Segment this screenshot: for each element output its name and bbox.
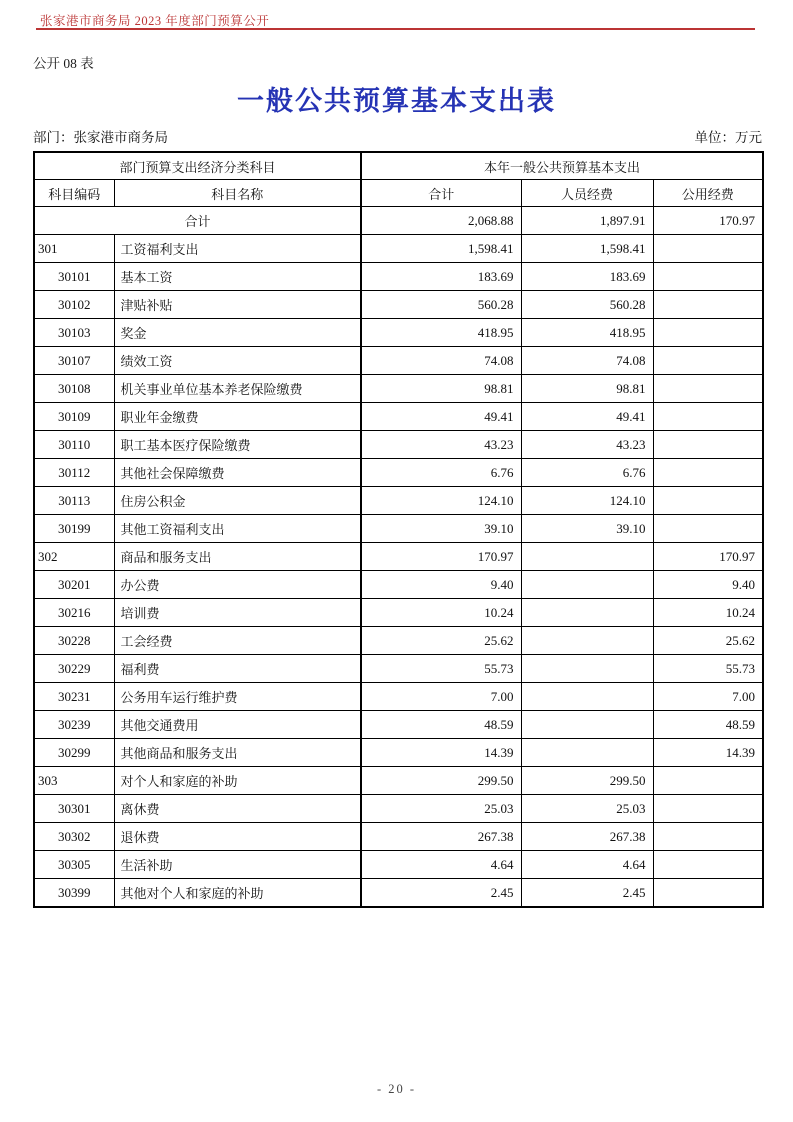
table-row	[34, 347, 763, 375]
table-body	[34, 207, 763, 908]
total-value-cell: 48.59	[361, 711, 521, 739]
personnel-value-cell: 2.45	[521, 879, 653, 908]
subject-name-cell: 生活补助	[114, 851, 361, 879]
subject-code-cell: 30302	[34, 823, 114, 851]
personnel-value-cell: 267.38	[521, 823, 653, 851]
personnel-value-cell	[521, 655, 653, 683]
personnel-value-cell: 183.69	[521, 263, 653, 291]
public-value-cell	[653, 347, 763, 375]
subject-code-cell: 30107	[34, 347, 114, 375]
public-value-cell: 48.59	[653, 711, 763, 739]
table-row	[34, 767, 763, 795]
subject-name-cell: 基本工资	[114, 263, 361, 291]
personnel-value-cell: 98.81	[521, 375, 653, 403]
public-value-cell	[653, 291, 763, 319]
subject-name-cell: 工资福利支出	[114, 235, 361, 263]
subject-code-cell: 302	[34, 543, 114, 571]
table-row	[34, 655, 763, 683]
total-value-cell: 14.39	[361, 739, 521, 767]
personnel-value-cell: 299.50	[521, 767, 653, 795]
subject-name-cell: 其他社会保障缴费	[114, 459, 361, 487]
personnel-value-cell	[521, 543, 653, 571]
subject-code-cell: 30299	[34, 739, 114, 767]
personnel-value-cell: 560.28	[521, 291, 653, 319]
department-label: 部门：张家港市商务局	[33, 130, 168, 145]
total-value-cell: 55.73	[361, 655, 521, 683]
total-value-cell: 4.64	[361, 851, 521, 879]
public-value-cell	[653, 851, 763, 879]
public-value-cell: 9.40	[653, 571, 763, 599]
subject-name-cell: 其他交通费用	[114, 711, 361, 739]
personnel-value-cell: 43.23	[521, 431, 653, 459]
table-row	[34, 571, 763, 599]
subject-name-cell: 培训费	[114, 599, 361, 627]
total-value-cell: 25.62	[361, 627, 521, 655]
table-row	[34, 403, 763, 431]
personnel-value-cell	[521, 627, 653, 655]
table-total-row	[34, 207, 763, 235]
table-row	[34, 823, 763, 851]
public-value-cell: 10.24	[653, 599, 763, 627]
personnel-value-cell: 39.10	[521, 515, 653, 543]
total-value-cell: 6.76	[361, 459, 521, 487]
personnel-value-cell	[521, 599, 653, 627]
table-row	[34, 543, 763, 571]
total-row-personnel-value: 1,897.91	[521, 207, 653, 235]
subject-name-cell: 其他工资福利支出	[114, 515, 361, 543]
personnel-value-cell	[521, 683, 653, 711]
subject-name-cell: 福利费	[114, 655, 361, 683]
public-value-cell	[653, 403, 763, 431]
subject-code-cell: 30229	[34, 655, 114, 683]
table-row	[34, 515, 763, 543]
total-row-total-value: 2,068.88	[361, 207, 521, 235]
total-value-cell: 9.40	[361, 571, 521, 599]
subject-name-cell: 职业年金缴费	[114, 403, 361, 431]
group-header-classification: 部门预算支出经济分类科目	[34, 152, 361, 180]
total-row-label: 合计	[34, 207, 361, 235]
table-row	[34, 487, 763, 515]
subject-code-cell: 30109	[34, 403, 114, 431]
subject-code-cell: 30301	[34, 795, 114, 823]
table-group-header-row	[34, 152, 763, 180]
subject-code-cell: 30239	[34, 711, 114, 739]
subject-name-cell: 其他商品和服务支出	[114, 739, 361, 767]
subject-code-cell: 301	[34, 235, 114, 263]
subject-code-cell: 30228	[34, 627, 114, 655]
public-value-cell	[653, 375, 763, 403]
public-value-cell: 170.97	[653, 543, 763, 571]
public-value-cell	[653, 823, 763, 851]
subject-name-cell: 其他对个人和家庭的补助	[114, 879, 361, 908]
subject-name-cell: 离休费	[114, 795, 361, 823]
public-value-cell: 25.62	[653, 627, 763, 655]
personnel-value-cell: 124.10	[521, 487, 653, 515]
column-header-personnel: 人员经费	[521, 180, 653, 207]
public-value-cell	[653, 459, 763, 487]
public-value-cell	[653, 263, 763, 291]
personnel-value-cell: 49.41	[521, 403, 653, 431]
subject-name-cell: 绩效工资	[114, 347, 361, 375]
public-value-cell	[653, 795, 763, 823]
public-value-cell: 55.73	[653, 655, 763, 683]
table-row	[34, 291, 763, 319]
form-number-label: 公开 08 表	[33, 56, 94, 71]
personnel-value-cell: 25.03	[521, 795, 653, 823]
public-value-cell	[653, 487, 763, 515]
header-rule-line	[36, 28, 755, 30]
subject-name-cell: 住房公积金	[114, 487, 361, 515]
personnel-value-cell: 74.08	[521, 347, 653, 375]
personnel-value-cell	[521, 711, 653, 739]
total-value-cell: 267.38	[361, 823, 521, 851]
subject-code-cell: 30110	[34, 431, 114, 459]
personnel-value-cell: 6.76	[521, 459, 653, 487]
table-meta-row	[33, 126, 762, 146]
public-value-cell	[653, 235, 763, 263]
total-value-cell: 98.81	[361, 375, 521, 403]
public-value-cell	[653, 515, 763, 543]
subject-name-cell: 对个人和家庭的补助	[114, 767, 361, 795]
public-value-cell: 7.00	[653, 683, 763, 711]
table-row	[34, 319, 763, 347]
table-row	[34, 627, 763, 655]
personnel-value-cell: 418.95	[521, 319, 653, 347]
page-title: 一般公共预算基本支出表	[237, 86, 556, 116]
subject-code-cell: 30102	[34, 291, 114, 319]
table-row	[34, 235, 763, 263]
total-value-cell: 7.00	[361, 683, 521, 711]
table-row	[34, 375, 763, 403]
subject-name-cell: 机关事业单位基本养老保险缴费	[114, 375, 361, 403]
subject-code-cell: 30231	[34, 683, 114, 711]
total-value-cell: 183.69	[361, 263, 521, 291]
personnel-value-cell: 4.64	[521, 851, 653, 879]
document-header-text: 张家港市商务局 2023 年度部门预算公开	[40, 14, 270, 28]
subject-code-cell: 30108	[34, 375, 114, 403]
subject-code-cell: 30112	[34, 459, 114, 487]
personnel-value-cell	[521, 739, 653, 767]
group-header-basic-expenditure: 本年一般公共预算基本支出	[361, 152, 763, 180]
subject-code-cell: 30216	[34, 599, 114, 627]
total-value-cell: 39.10	[361, 515, 521, 543]
subject-code-cell: 30399	[34, 879, 114, 908]
public-value-cell	[653, 319, 763, 347]
subject-code-cell: 30113	[34, 487, 114, 515]
total-value-cell: 25.03	[361, 795, 521, 823]
subject-code-cell: 30305	[34, 851, 114, 879]
column-header-total: 合计	[361, 180, 521, 207]
total-value-cell: 299.50	[361, 767, 521, 795]
public-value-cell	[653, 767, 763, 795]
total-value-cell: 10.24	[361, 599, 521, 627]
subject-code-cell: 30103	[34, 319, 114, 347]
total-value-cell: 560.28	[361, 291, 521, 319]
public-value-cell: 14.39	[653, 739, 763, 767]
subject-name-cell: 办公费	[114, 571, 361, 599]
table-row	[34, 459, 763, 487]
table-row	[34, 739, 763, 767]
column-header-code: 科目编码	[34, 180, 114, 207]
total-value-cell: 170.97	[361, 543, 521, 571]
subject-code-cell: 30201	[34, 571, 114, 599]
subject-name-cell: 退休费	[114, 823, 361, 851]
budget-table	[33, 151, 764, 908]
total-value-cell: 49.41	[361, 403, 521, 431]
table-row	[34, 431, 763, 459]
subject-code-cell: 30101	[34, 263, 114, 291]
subject-code-cell: 30199	[34, 515, 114, 543]
public-value-cell	[653, 879, 763, 908]
table-row	[34, 711, 763, 739]
personnel-value-cell	[521, 571, 653, 599]
subject-name-cell: 工会经费	[114, 627, 361, 655]
table-row	[34, 795, 763, 823]
column-header-public: 公用经费	[653, 180, 763, 207]
total-value-cell: 418.95	[361, 319, 521, 347]
total-value-cell: 2.45	[361, 879, 521, 908]
table-row	[34, 599, 763, 627]
table-row	[34, 879, 763, 908]
unit-label: 单位：万元	[694, 130, 762, 145]
page-number: - 20 -	[376, 1082, 417, 1096]
total-value-cell: 43.23	[361, 431, 521, 459]
table-row	[34, 683, 763, 711]
column-header-name: 科目名称	[114, 180, 361, 207]
subject-code-cell: 303	[34, 767, 114, 795]
subject-name-cell: 公务用车运行维护费	[114, 683, 361, 711]
subject-name-cell: 津贴补贴	[114, 291, 361, 319]
subject-name-cell: 职工基本医疗保险缴费	[114, 431, 361, 459]
subject-name-cell: 商品和服务支出	[114, 543, 361, 571]
total-value-cell: 1,598.41	[361, 235, 521, 263]
total-row-public-value: 170.97	[653, 207, 763, 235]
subject-name-cell: 奖金	[114, 319, 361, 347]
total-value-cell: 74.08	[361, 347, 521, 375]
table-row	[34, 263, 763, 291]
table-row	[34, 851, 763, 879]
total-value-cell: 124.10	[361, 487, 521, 515]
personnel-value-cell: 1,598.41	[521, 235, 653, 263]
table-column-header-row	[34, 180, 763, 207]
public-value-cell	[653, 431, 763, 459]
